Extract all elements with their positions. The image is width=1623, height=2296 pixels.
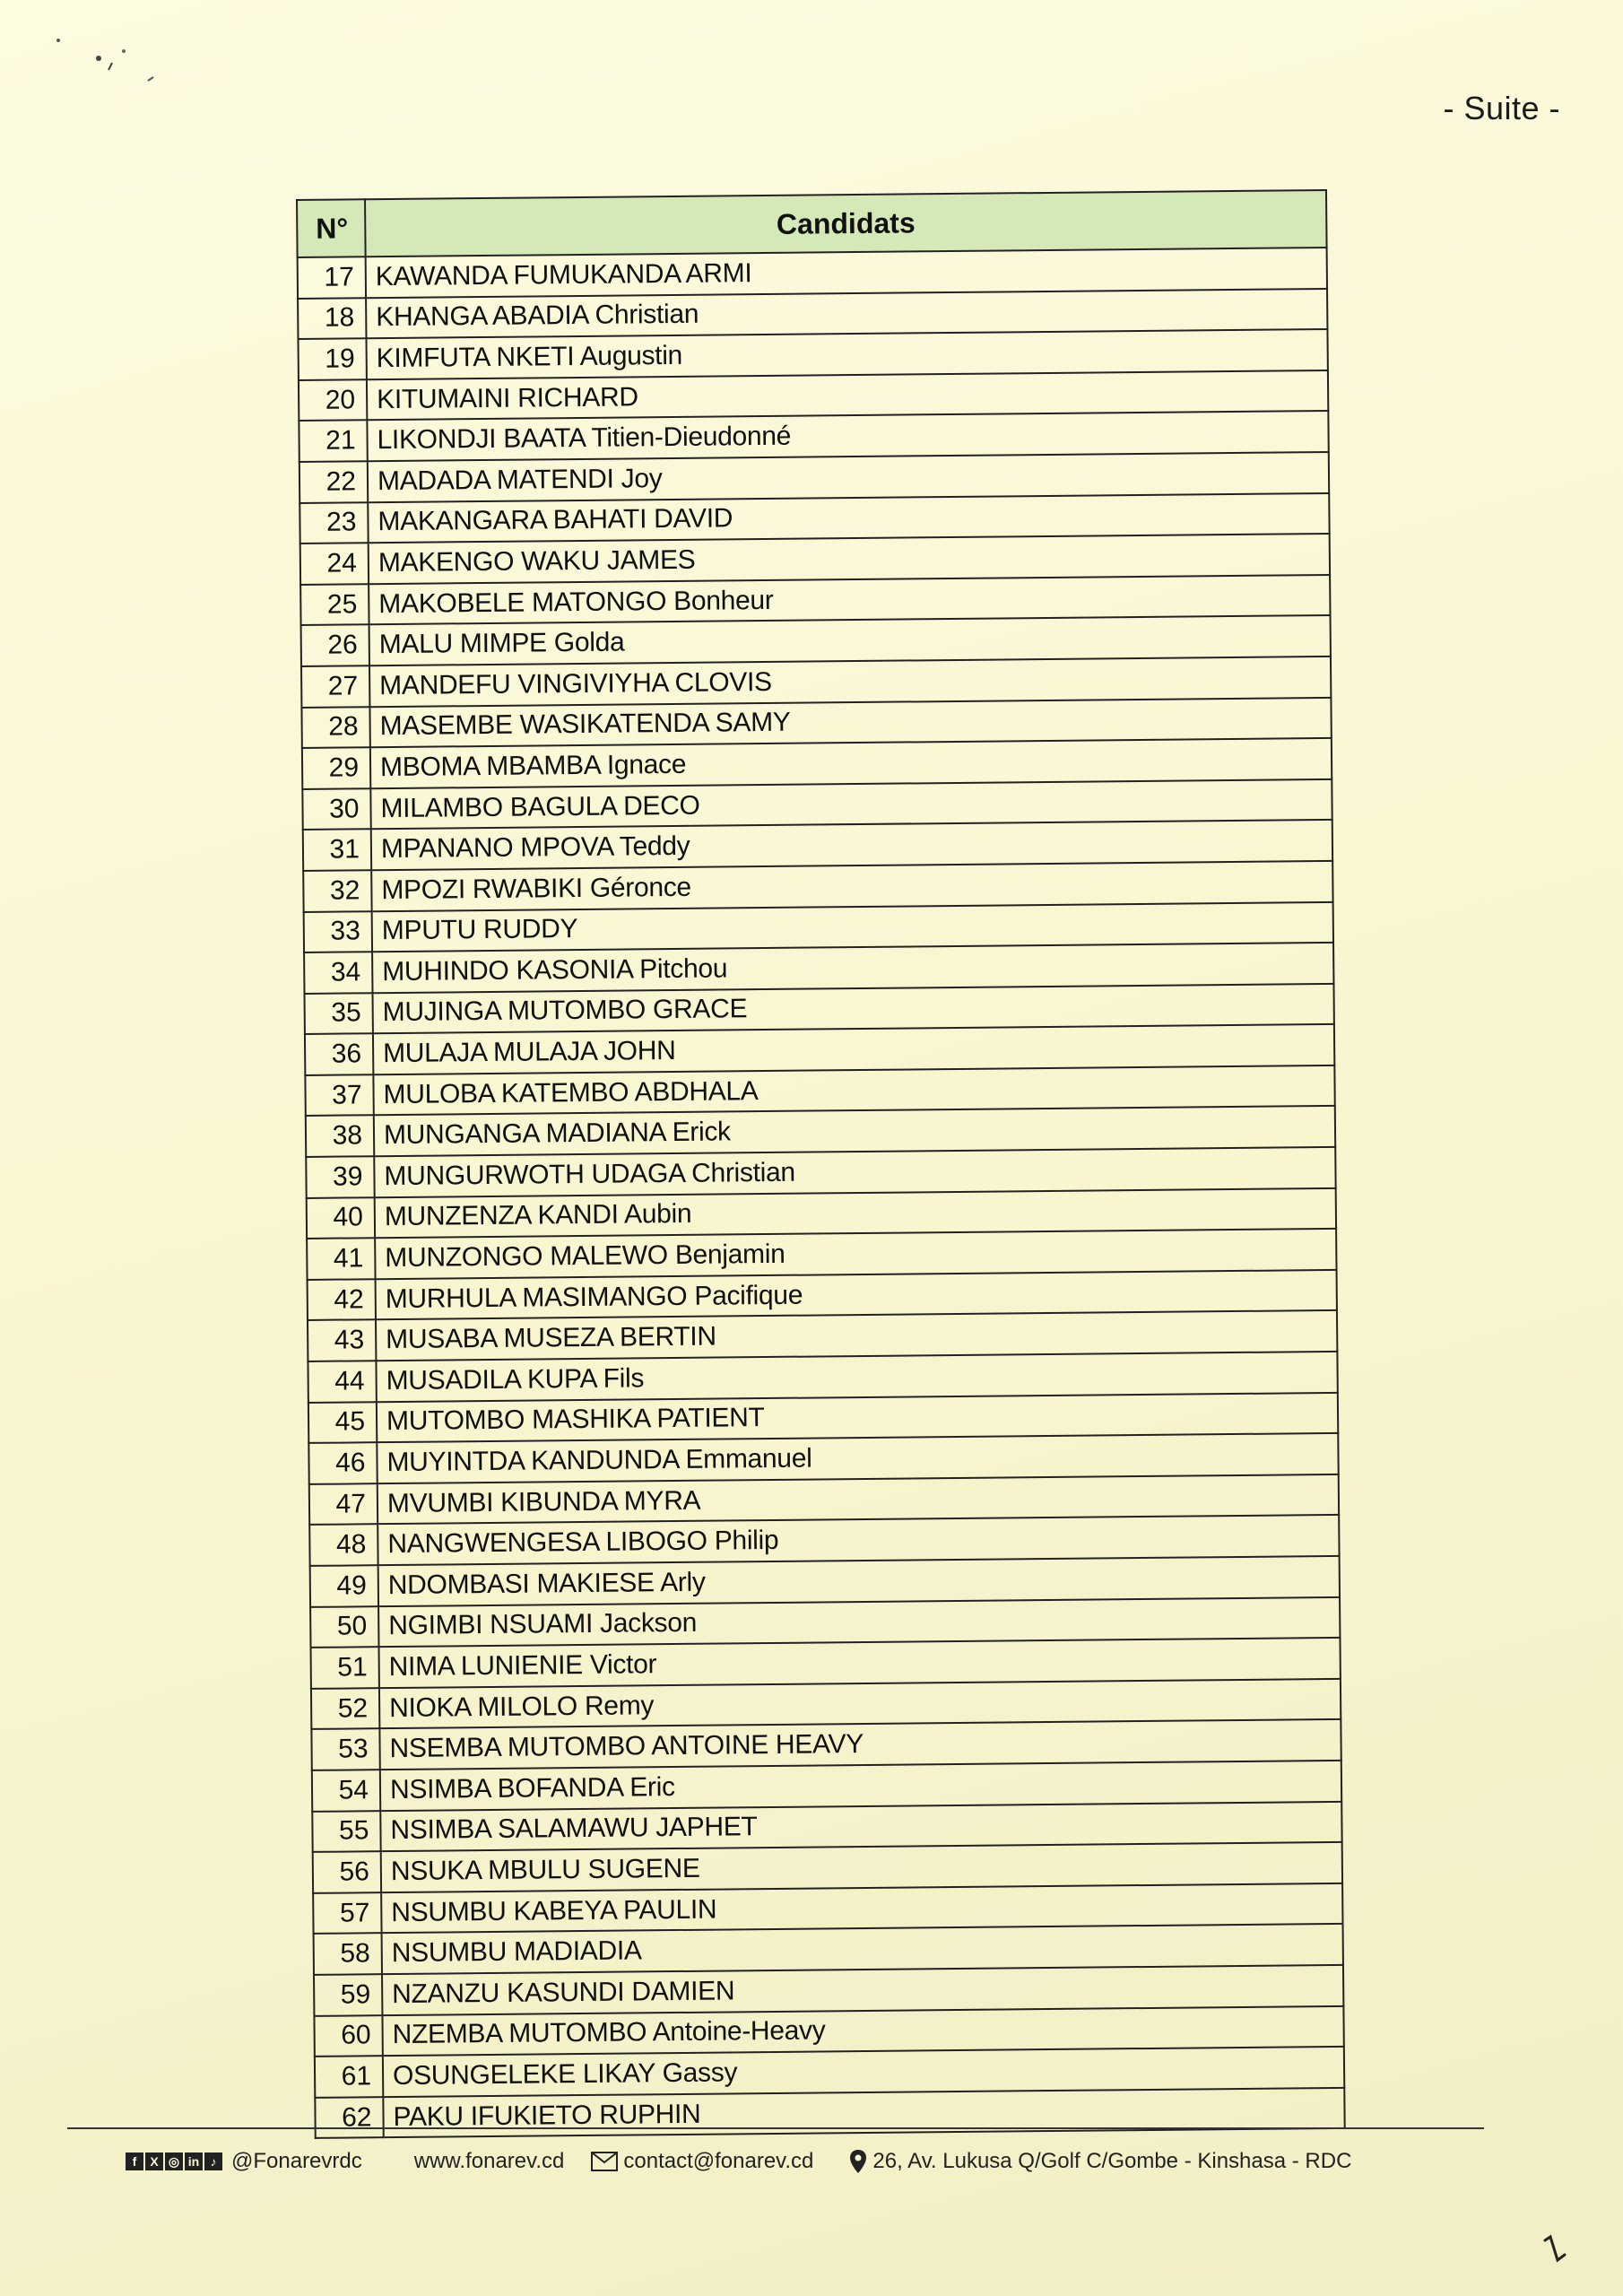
row-number: 36 [305,1033,373,1074]
candidate-name: MUJINGA MUTOMBO GRACE [372,984,1333,1034]
row-number: 22 [299,461,368,502]
row-number: 40 [307,1197,375,1239]
address [849,2149,1351,2174]
candidate-name: MADADA MATENDI Joy [368,452,1329,502]
row-number: 24 [300,543,369,584]
candidate-name: MUYINTDA KANDUNDA Emmanuel [377,1433,1338,1483]
candidate-name: NSUMBU MADIADIA [382,1924,1343,1974]
row-number: 34 [304,952,372,993]
table-header-row [297,190,1327,257]
candidate-name: NDOMBASI MAKIESE Arly [378,1556,1340,1606]
table-row [315,2088,1344,2139]
social-handle[interactable]: @Fonarevrdc [231,2149,362,2173]
instagram-icon[interactable]: ◎ [165,2152,183,2170]
candidate-name: MPOZI RWABIKI Géronce [371,861,1332,911]
candidate-name: MILAMBO BAGULA DECO [370,779,1332,830]
candidate-name: NSEMBA MUTOMBO ANTOINE HEAVY [379,1719,1341,1770]
candidate-name: MBOMA MBAMBA Ignace [370,738,1332,788]
row-number: 54 [312,1770,380,1811]
candidate-name: NSUKA MBULU SUGENE [381,1842,1342,1892]
row-number: 37 [305,1074,373,1116]
candidate-name: MPANANO MPOVA Teddy [371,820,1332,870]
candidate-name: MAKENGO WAKU JAMES [369,534,1330,584]
scan-marks [45,31,170,112]
row-number: 62 [315,2097,383,2138]
row-number: 44 [308,1361,376,1402]
row-number: 56 [313,1851,381,1892]
candidate-name: MUSADILA KUPA Fils [376,1352,1337,1402]
row-number: 43 [308,1320,376,1361]
candidate-name: MVUMBI KIBUNDA MYRA [378,1474,1339,1525]
row-number: 59 [314,1974,382,2015]
candidate-name: OSUNGELEKE LIKAY Gassy [383,2047,1344,2097]
candidate-name: MPUTU RUDDY [372,901,1333,952]
candidate-name: MUSABA MUSEZA BERTIN [376,1310,1337,1361]
candidate-name: MUNZONGO MALEWO Benjamin [375,1229,1336,1279]
candidate-name: NSIMBA BOFANDA Eric [380,1761,1341,1811]
candidate-name: MUNGANGA MADIANA Erick [374,1106,1335,1156]
row-number: 49 [310,1565,378,1606]
address-text: 26, Av. Lukusa Q/Golf C/Gombe - Kinshasa - RDC [872,2149,1352,2173]
row-number: 39 [306,1156,374,1197]
candidate-name: KHANGA ABADIA Christian [366,289,1327,339]
email-contact[interactable] [591,2149,813,2174]
row-number: 57 [313,1892,381,1934]
row-number: 38 [306,1116,374,1157]
row-number: 30 [302,788,370,830]
row-number: 19 [298,338,366,379]
candidate-name: NIMA LUNIENIE Victor [379,1638,1341,1688]
candidate-name: MURHULA MASIMANGO Pacifique [376,1270,1337,1320]
header-candidates: Candidats [365,190,1327,257]
row-number: 45 [308,1402,377,1443]
linkedin-icon[interactable]: in [185,2152,203,2170]
page-continuation-marker: - Suite - [1443,90,1560,126]
candidate-name: NSUMBU KABEYA PAULIN [381,1883,1342,1934]
row-number: 48 [309,1525,378,1566]
handwritten-mark [1538,2233,1574,2269]
candidate-name: NGIMBI NSUAMI Jackson [378,1596,1340,1647]
row-number: 47 [309,1483,378,1525]
candidate-name: KAWANDA FUMUKANDA ARMI [366,248,1327,298]
row-number: 26 [301,625,369,666]
row-number: 28 [301,707,369,748]
candidate-name: MUNGURWOTH UDAGA Christian [374,1147,1335,1197]
table-body [298,248,1345,2138]
candidate-name: NANGWENGESA LIBOGO Philip [378,1515,1339,1565]
row-number: 55 [312,1811,380,1852]
website-link[interactable]: www.fonarev.cd [413,2149,565,2173]
candidate-name: NZANZU KASUNDI DAMIEN [382,1965,1343,2015]
row-number: 27 [301,665,369,707]
candidate-name: MULOBA KATEMBO ABDHALA [373,1065,1334,1116]
row-number: 61 [315,2056,383,2097]
footer-divider [67,2127,1484,2129]
row-number: 60 [314,2015,382,2057]
x-icon[interactable]: X [145,2152,163,2170]
candidate-name: KIMFUTA NKETI Augustin [366,329,1327,379]
row-number: 33 [304,911,372,952]
facebook-icon[interactable]: f [126,2152,143,2170]
candidate-name: MAKOBELE MATONGO Bonheur [369,575,1330,625]
candidates-table-container [296,189,1346,2139]
row-number: 41 [307,1238,375,1279]
row-number: 51 [311,1647,379,1688]
row-number: 35 [305,993,373,1034]
candidate-name: MUNZENZA KANDI Aubin [375,1188,1336,1239]
row-number: 25 [300,584,369,625]
candidate-name: MAKANGARA BAHATI DAVID [368,493,1329,544]
email-text: contact@fonarev.cd [623,2149,814,2173]
candidate-name: MULAJA MULAJA JOHN [373,1024,1334,1074]
row-number: 20 [299,379,367,421]
candidate-name: MUTOMBO MASHIKA PATIENT [377,1393,1338,1443]
candidate-name: MUHINDO KASONIA Pitchou [372,943,1333,993]
candidates-table [296,189,1346,2139]
candidate-name: MALU MIMPE Golda [369,615,1331,665]
candidate-name: NSIMBA SALAMAWU JAPHET [380,1801,1341,1851]
row-number: 46 [308,1442,377,1483]
envelope-icon [591,2152,618,2171]
candidate-name: LIKONDJI BAATA Titien-Dieudonné [367,411,1328,461]
header-number: N° [297,199,366,257]
candidate-name: NZEMBA MUTOMBO Antoine-Heavy [382,2005,1343,2056]
row-number: 32 [303,870,371,911]
row-number: 23 [299,502,368,544]
footer [126,2149,1524,2174]
row-number: 17 [298,257,366,298]
location-pin-icon [849,2149,867,2174]
candidate-name: PAKU IFUKIETO RUPHIN [383,2088,1344,2138]
row-number: 52 [311,1688,379,1729]
row-number: 21 [299,421,367,462]
row-number: 31 [303,830,371,871]
row-number: 42 [308,1279,376,1320]
candidate-name: KITUMAINI RICHARD [367,370,1328,421]
candidate-name: MANDEFU VINGIVIYHA CLOVIS [369,657,1331,707]
row-number: 50 [310,1606,378,1648]
social-icons [126,2152,222,2170]
candidate-name: MASEMBE WASIKATENDA SAMY [369,697,1331,747]
row-number: 18 [298,298,366,339]
candidate-name: NIOKA MILOLO Remy [379,1679,1341,1729]
tiktok-icon[interactable]: ♪ [204,2152,222,2170]
row-number: 58 [314,1934,382,1975]
row-number: 29 [302,747,370,788]
row-number: 53 [311,1729,379,1770]
